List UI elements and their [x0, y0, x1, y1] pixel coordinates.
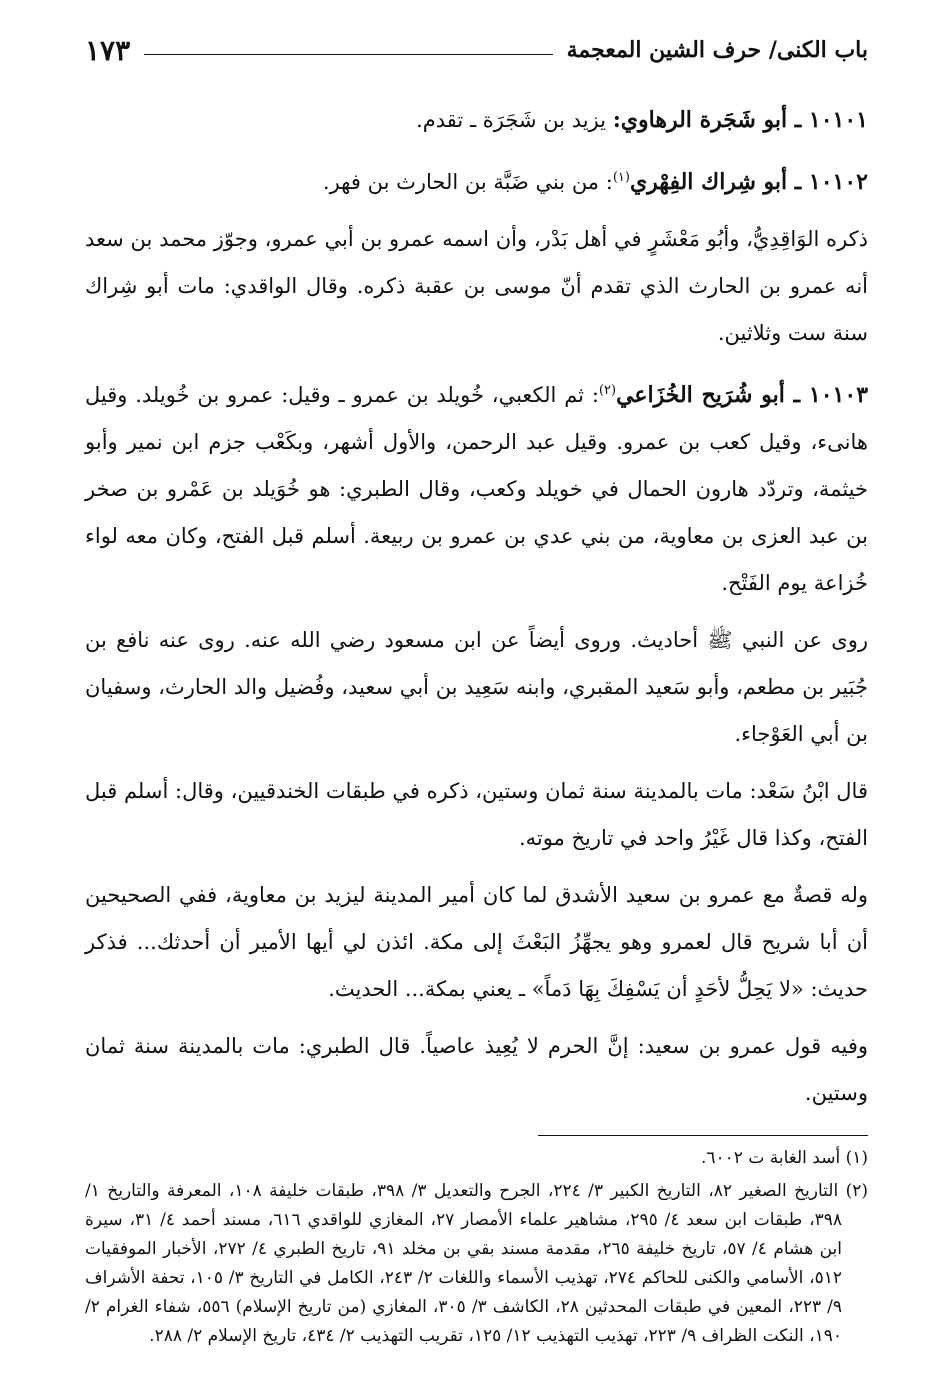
entry-heading: ١٠١٠٣ ـ أبو شُرَيح الخُزَاعي	[616, 382, 869, 408]
footnote-separator	[538, 1135, 868, 1136]
entry-text: : من بني ضَبَّة بن الحارث بن فهر.	[322, 170, 613, 194]
paragraph	[85, 216, 868, 357]
paragraph	[85, 1023, 868, 1117]
paragraph-text: روى عن النبي ﷺ أحاديث. وروى أيضاً عن ابن مسعود رضي الله عنه. روى عنه نافع بن جُبَير بن مطعم، وأبو سَعيد المقبري، وابنه سَعِيد بن أبي سعيد، وفُضيل والد الحارث، وسفيان بن أبي العَوْجاء.	[85, 628, 869, 746]
footnote-2: (٢) التاريخ الصغير ٨٢، التاريخ الكبير ٣/ ٢٢٤، الجرح والتعديل ٣/ ٣٩٨، طبقات خليفة ١٠٨، المعرفة والتاريخ ١/ ٣٩٨، طبقات ابن سعد ٤/ ٢٩٥، مشاهير علماء الأمصار ٢٧، المغازي للواقدي ٦١٦، مسند أحمد ٤/ ٣١، سيرة ابن هشام ٤/ ٥٧، تاريخ خليفة ٢٦٥، مقدمة مسند بقي بن مخلد ٩١، تاريخ الطبري ٤/ ٢٧٢، الأخبار الموفقيات ٥١٢، الأسامي والكنى للحاكم ٢٧٤، تهذيب الأسماء واللغات ٢/ ٢٤٣، الكامل في التاريخ ٣/ ١٠٥، تحفة الأشراف ٩/ ٢٢٣، المعين في طبقات المحدثين ٢٨، الكاشف ٣/ ٣٠٥، المغازي (من تاريخ الإسلام) ٥٥٦، شفاء الغرام ٢/ ١٩٠، النكت الظراف ٩/ ٢٢٣، تهذيب التهذيب ١٢/ ١٢٥، تقريب التهذيب ٢/ ٤٣٤، تاريخ الإسلام ٢/ ٢٨٨.	[85, 1181, 868, 1346]
paragraph	[85, 617, 868, 758]
paragraph-text: ذكره الوَاقِدِيُّ، وأبُو مَعْشَرٍ في أهل بَدْر، وأن اسمه عمرو بن أبي عمرو، وجوّز محمد بن سعد أنه عمرو بن الحارث الذي تقدم أنّ موسى بن عقبة ذكره. وقال الواقدي: مات أبو شِراك سنة ست وثلاثين.	[85, 227, 868, 345]
entry-heading: ١٠١٠١ ـ أبو شَجَرة الرهاوي:	[612, 107, 868, 133]
paragraph-text: قال ابْنُ سَعْد: مات بالمدينة سنة ثمان وستين، ذكره في طبقات الخندقيين، وقال: أسلم قبل الفتح، وكذا قال غَيْرُ واحد في تاريخ موته.	[85, 779, 868, 850]
entry-text: يزيد بن شَجَرَة ـ تقدم.	[416, 108, 613, 132]
running-header	[85, 30, 868, 70]
footnote-ref: (١)	[612, 170, 630, 185]
page-number: ١٧٣	[85, 33, 131, 67]
paragraph	[85, 872, 868, 1013]
entry-10101	[85, 92, 868, 144]
chapter-title: باب الكنى/ حرف الشين المعجمة	[566, 37, 868, 63]
entry-10103	[85, 367, 868, 607]
entry-10102	[85, 154, 868, 206]
footnotes	[85, 1144, 868, 1351]
main-text	[85, 92, 868, 1117]
footnote-1: (١) أسد الغابة ت ٦٠٠٢.	[701, 1148, 868, 1168]
entry-heading: ١٠١٠٢ ـ أبو شِراك الفِهْري	[629, 169, 868, 195]
footnote-ref: (٢)	[598, 383, 617, 398]
entry-text: : ثم الكعبي، خُويلد بن عمرو ـ وقيل: عمرو بن خُويلد. وقيل هانىء، وقيل كعب بن عمرو. وقيل عبد الرحمن، والأول أشهر، وبكَعْب جزم ابن نمير وأبو خيثمة، وتردّد هارون الحمال في خويلد وكعب، وقال الطبري: هو خُوَيلد بن عَمْرو بن صخر بن عبد العزى بن معاوية، من بني عدي بن عمرو بن ربيعة. أسلم قبل الفتح، وكان معه لواء خُزاعة يوم الفَتْح.	[85, 383, 868, 595]
paragraph	[85, 768, 868, 862]
paragraph-text: وله قصةٌ مع عمرو بن سعيد الأشدق لما كان أمير المدينة ليزيد بن معاوية، ففي الصحيحين أن أبا شريح قال لعمرو وهو يجهِّزُ البَعْثَ إلى مكة. ائذن لي أيها الأمير أن أحدثك... فذكر حديث: «لا يَحِلُّ لأحَدٍ أن يَسْفِكَ بِهَا دَماً» ـ يعني بمكة... الحديث.	[85, 883, 868, 1001]
paragraph-text: وفيه قول عمرو بن سعيد: إنَّ الحرم لا يُعِيذ عاصياً. قال الطبري: مات بالمدينة سنة ثمان وستين.	[85, 1034, 868, 1105]
header-rule	[144, 54, 552, 55]
